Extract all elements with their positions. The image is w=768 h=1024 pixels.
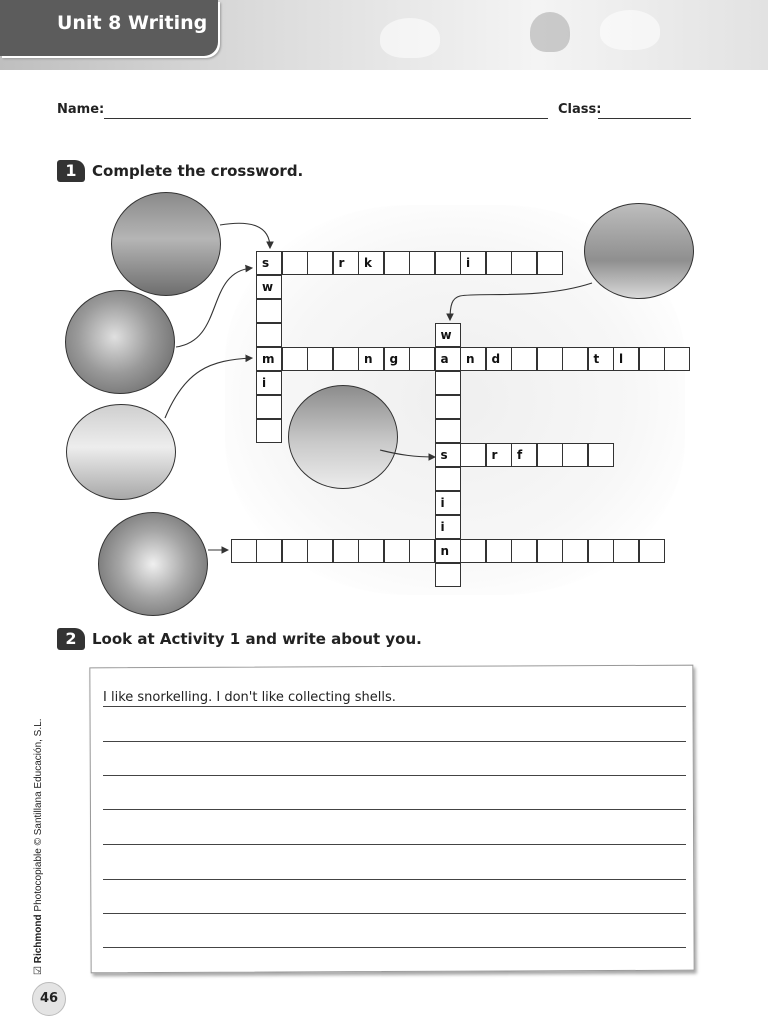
crossword-cell[interactable] <box>282 539 308 563</box>
crossword-cell[interactable] <box>511 539 537 563</box>
crossword-cell[interactable] <box>307 251 333 275</box>
crossword-cell[interactable]: r <box>333 251 359 275</box>
crossword-cell[interactable] <box>282 251 308 275</box>
banner-decoration <box>530 12 570 52</box>
crossword-cell[interactable]: r <box>486 443 512 467</box>
publisher-name: Richmond <box>33 914 44 964</box>
example-sentence: I like snorkelling. I don't like collecting shells. <box>103 690 396 705</box>
crossword-cell[interactable] <box>435 395 461 419</box>
crossword-cell[interactable]: m <box>256 347 282 371</box>
surfing-photo <box>288 385 398 489</box>
activity-1-number: 1 <box>57 160 85 182</box>
crossword-cell[interactable]: i <box>435 491 461 515</box>
activity-1-instruction: Complete the crossword. <box>92 162 304 180</box>
crossword-cell[interactable]: w <box>256 275 282 299</box>
writing-line[interactable] <box>103 913 686 914</box>
crossword-cell[interactable] <box>562 443 588 467</box>
publisher-icon: ☑ <box>33 966 44 975</box>
writing-line[interactable] <box>103 844 686 845</box>
crossword-cell[interactable] <box>231 539 257 563</box>
page-title: Unit 8 Writing <box>57 12 208 34</box>
activity-2-number: 2 <box>57 628 85 650</box>
page-number: 46 <box>32 982 66 1016</box>
class-label: Class: <box>558 102 602 117</box>
arrow-swimming <box>220 223 270 248</box>
crossword-cell[interactable]: i <box>256 371 282 395</box>
copyright-notice <box>33 719 44 975</box>
crossword-cell[interactable] <box>460 539 486 563</box>
crossword-cell[interactable]: n <box>435 539 461 563</box>
crossword-cell[interactable] <box>537 443 563 467</box>
activity-2-instruction: Look at Activity 1 and write about you. <box>92 630 422 648</box>
crossword-cell[interactable] <box>384 539 410 563</box>
crossword-cell[interactable] <box>639 539 665 563</box>
writing-line[interactable] <box>103 775 686 776</box>
crossword-cell[interactable] <box>435 563 461 587</box>
crossword-cell[interactable] <box>588 539 614 563</box>
name-label: Name: <box>57 102 105 117</box>
writing-line[interactable] <box>103 741 686 742</box>
crossword-cell[interactable] <box>435 251 461 275</box>
crossword-cell[interactable]: n <box>460 347 486 371</box>
crossword-cell[interactable] <box>307 539 333 563</box>
crossword-cell[interactable] <box>460 443 486 467</box>
crossword-cell[interactable] <box>639 347 665 371</box>
sandcastle-photo <box>66 404 176 500</box>
crossword-cell[interactable] <box>537 539 563 563</box>
crossword-cell[interactable] <box>307 347 333 371</box>
crossword-cell[interactable] <box>282 347 308 371</box>
crossword-cell[interactable]: g <box>384 347 410 371</box>
crossword-cell[interactable] <box>256 299 282 323</box>
water-skiing-photo <box>584 203 694 299</box>
swimming-photo <box>111 192 221 296</box>
snorkelling-photo <box>65 290 175 394</box>
crossword-cell[interactable]: t <box>588 347 614 371</box>
crossword-cell[interactable] <box>256 539 282 563</box>
crossword-cell[interactable]: k <box>358 251 384 275</box>
crossword-cell[interactable] <box>256 395 282 419</box>
writing-line[interactable] <box>103 879 686 880</box>
banner-decoration <box>380 18 440 58</box>
crossword-cell[interactable] <box>511 347 537 371</box>
crossword-cell[interactable]: i <box>460 251 486 275</box>
shells-photo <box>98 512 208 616</box>
crossword-cell[interactable] <box>409 251 435 275</box>
crossword-cell[interactable]: a <box>435 347 461 371</box>
crossword-cell[interactable] <box>613 539 639 563</box>
crossword-cell[interactable] <box>435 371 461 395</box>
crossword-cell[interactable]: w <box>435 323 461 347</box>
crossword-cell[interactable] <box>486 251 512 275</box>
crossword-cell[interactable] <box>435 419 461 443</box>
writing-line[interactable] <box>103 947 686 948</box>
crossword-cell[interactable] <box>664 347 690 371</box>
writing-line[interactable] <box>103 809 686 810</box>
crossword-cell[interactable] <box>537 251 563 275</box>
name-field[interactable] <box>104 118 548 119</box>
crossword-cell[interactable] <box>409 347 435 371</box>
crossword-cell[interactable] <box>588 443 614 467</box>
writing-line[interactable] <box>103 706 686 707</box>
unit-title-tab <box>0 0 218 56</box>
crossword-cell[interactable] <box>537 347 563 371</box>
crossword-cell[interactable] <box>562 539 588 563</box>
copyright-text: Photocopiable © Santillana Educación, S.L. <box>33 718 44 912</box>
crossword-cell[interactable] <box>486 539 512 563</box>
banner-decoration <box>600 10 660 50</box>
crossword-cell[interactable]: s <box>256 251 282 275</box>
crossword-cell[interactable] <box>409 539 435 563</box>
crossword-cell[interactable] <box>256 419 282 443</box>
writing-box <box>89 665 694 974</box>
crossword-cell[interactable]: f <box>511 443 537 467</box>
crossword-cell[interactable] <box>333 347 359 371</box>
crossword-cell[interactable] <box>358 539 384 563</box>
crossword-cell[interactable]: n <box>358 347 384 371</box>
crossword-cell[interactable]: l <box>613 347 639 371</box>
crossword-cell[interactable] <box>562 347 588 371</box>
crossword-cell[interactable] <box>256 323 282 347</box>
crossword-cell[interactable]: i <box>435 515 461 539</box>
crossword-cell[interactable] <box>511 251 537 275</box>
crossword-cell[interactable]: d <box>486 347 512 371</box>
crossword-cell[interactable] <box>435 467 461 491</box>
crossword-cell[interactable]: s <box>435 443 461 467</box>
class-field[interactable] <box>598 118 691 119</box>
crossword-cell[interactable] <box>333 539 359 563</box>
crossword-cell[interactable] <box>384 251 410 275</box>
